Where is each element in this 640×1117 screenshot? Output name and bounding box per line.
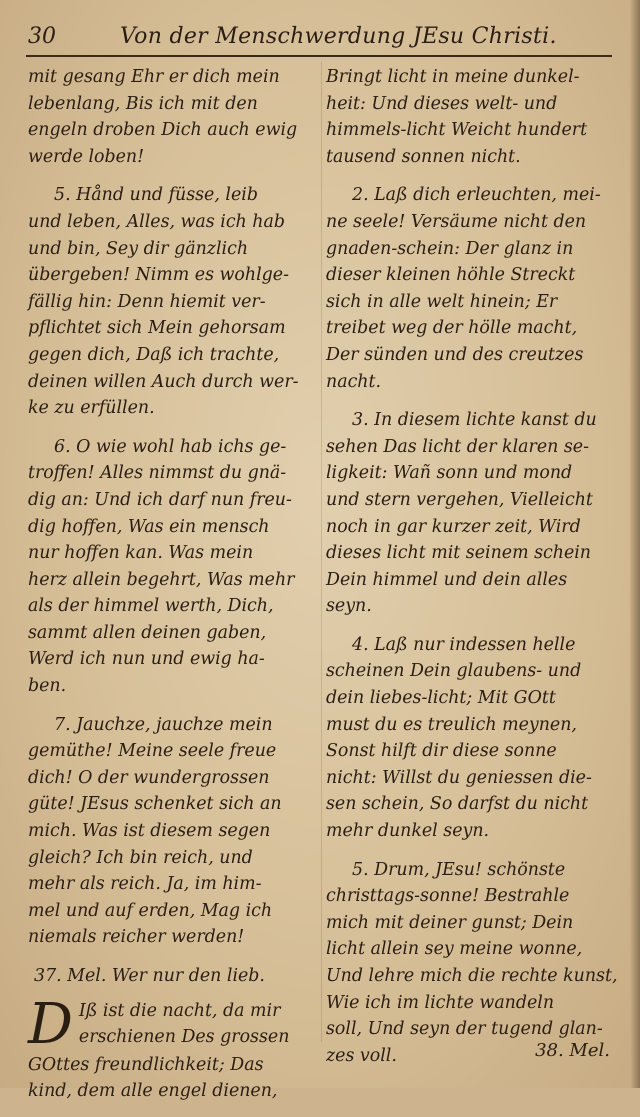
- verse-6: [28, 434, 320, 700]
- text-line: Bringt licht in meine dunkel-: [326, 67, 580, 87]
- text-line: GOttes freundlichkeit; Das: [28, 1054, 264, 1075]
- text-line: mit gesang Ehr er dich mein: [28, 67, 280, 87]
- page-edge: [630, 0, 640, 1088]
- text-line: werde loben!: [28, 146, 145, 167]
- text-line: Und lehre mich die rechte kunst,: [326, 966, 618, 986]
- verse-5-right: [326, 857, 616, 1070]
- text-line: pflichtet sich Mein gehorsam: [28, 318, 286, 339]
- text-line: lebenlang, Bis ich mit den: [28, 93, 258, 114]
- text-line: Der sünden und des creutzes: [326, 344, 584, 365]
- text-line: engeln droben Dich auch ewig: [28, 120, 298, 141]
- text-line: heit: Und dieses welt- und: [326, 93, 558, 114]
- text-line: und bin, Sey dir gänzlich: [28, 238, 249, 259]
- text-line: sammt allen deinen gaben,: [28, 622, 267, 643]
- hymn-38-start: [28, 991, 320, 1105]
- text-line: treibet weg der hölle macht,: [326, 318, 578, 339]
- text-line: 4. Laß nur indessen helle: [352, 634, 576, 655]
- text-line: ke zu erfüllen.: [28, 398, 155, 419]
- text-line: mehr als reich. Ja, im him-: [28, 874, 262, 895]
- text-line: Iß ist die nacht, da mir: [78, 1000, 281, 1021]
- text-line: dieser kleinen höhle Streckt: [326, 265, 576, 286]
- text-line: mehr dunkel seyn.: [326, 821, 490, 842]
- text-line: güte! JEsus schenket sich an: [28, 794, 282, 815]
- text-line: 5. Drum, JEsu! schönste: [352, 859, 566, 880]
- text-line: seyn.: [326, 596, 372, 617]
- text-line: und stern vergehen, Vielleicht: [326, 489, 593, 510]
- text-line: nur hoffen kan. Was mein: [28, 543, 254, 564]
- text-line: und leben, Alles, was ich hab: [28, 211, 285, 232]
- right-column: [326, 64, 616, 1081]
- melody-heading: 37. Mel. Wer nur den lieb.: [34, 966, 265, 986]
- text-line: Dein himmel und dein alles: [326, 569, 568, 590]
- column-gutter: [321, 62, 322, 1042]
- text-line: nacht.: [326, 371, 382, 392]
- drop-cap: D: [28, 991, 73, 1057]
- text-line: gleich? Ich bin reich, und: [28, 847, 253, 868]
- page-number: 30: [28, 24, 56, 49]
- text-line: dein liebes-licht; Mit GOtt: [326, 688, 556, 709]
- text-line: zes voll.: [326, 1045, 397, 1066]
- text-line: herz allein begehrt, Was mehr: [28, 569, 295, 590]
- verse-7: [28, 712, 320, 951]
- text-line: sen schein, So darfst du nicht: [326, 794, 589, 815]
- text-line: gegen dich, Daß ich trachte,: [28, 344, 280, 365]
- header-rule: [26, 55, 612, 57]
- text-line: niemals reicher werden!: [28, 927, 245, 948]
- left-column: [28, 64, 320, 1117]
- text-line: übergeben! Nimm es wohlge-: [28, 265, 289, 286]
- text-line: kind, dem alle engel dienen,: [28, 1081, 278, 1102]
- verse-3: [326, 407, 616, 620]
- text-line: fällig hin: Denn hiemit ver-: [28, 291, 266, 312]
- text-line: ben.: [28, 676, 67, 697]
- text-line: dig an: Und ich darf nun freu-: [28, 489, 292, 510]
- text-line: dieses licht mit seinem schein: [326, 543, 592, 564]
- text-line: ligkeit: Wañ sonn und mond: [326, 463, 573, 484]
- verse-1-end: [326, 64, 616, 170]
- text-line: noch in gar kurzer zeit, Wird: [326, 516, 581, 537]
- text-line: tausend sonnen nicht.: [326, 146, 521, 167]
- text-line: 7. Jauchze, jauchze mein: [54, 714, 273, 735]
- text-line: mich. Was ist diesem segen: [28, 821, 271, 842]
- text-line: gemüthe! Meine seele freue: [28, 741, 277, 762]
- text-line: Wie ich im lichte wandeln: [326, 992, 555, 1013]
- text-line: als der himmel werth, Dich,: [28, 596, 274, 617]
- text-line: deinen willen Auch durch wer-: [28, 371, 299, 392]
- text-line: Sonst hilft dir diese sonne: [326, 741, 557, 762]
- text-line: soll, Und seyn der tugend glan-: [326, 1019, 603, 1040]
- text-line: ne seele! Versäume nicht den: [326, 211, 587, 232]
- text-line: dig hoffen, Was ein mensch: [28, 516, 270, 537]
- catchword: 38. Mel.: [535, 1040, 610, 1061]
- verse-5: [28, 182, 320, 421]
- text-line: scheinen Dein glaubens- und: [326, 661, 582, 682]
- text-line: 3. In diesem lichte kanst du: [352, 410, 597, 431]
- text-line: dich! O der wundergrossen: [28, 767, 270, 788]
- text-line: christtags-sonne! Bestrahle: [326, 886, 570, 907]
- running-title: Von der Menschwerdung JEsu Christi.: [120, 24, 557, 49]
- text-line: gnaden-schein: Der glanz in: [326, 238, 574, 259]
- text-line: himmels-licht Weicht hundert: [326, 120, 588, 141]
- text-line: must du es treulich meynen,: [326, 714, 577, 735]
- text-line: troffen! Alles nimmst du gnä-: [28, 463, 287, 484]
- text-line: Werd ich nun und ewig ha-: [28, 649, 265, 670]
- verse-2: [326, 182, 616, 395]
- verse-4-end: [28, 64, 320, 170]
- page-header: [28, 20, 608, 54]
- text-line: 2. Laß dich erleuchten, mei-: [352, 185, 601, 206]
- text-line: nicht: Willst du geniessen die-: [326, 767, 592, 788]
- text-line: 6. O wie wohl hab ichs ge-: [54, 436, 287, 457]
- text-line: sehen Das licht der klaren se-: [326, 436, 589, 457]
- text-line: erschienen Des grossen: [78, 1027, 290, 1048]
- text-line: 5. Hånd und füsse, leib: [54, 185, 258, 206]
- text-line: licht allein sey meine wonne,: [326, 939, 583, 960]
- verse-4: [326, 632, 616, 845]
- text-line: mich mit deiner gunst; Dein: [326, 912, 574, 933]
- text-line: mel und auf erden, Mag ich: [28, 900, 273, 921]
- text-line: sich in alle welt hinein; Er: [326, 291, 558, 312]
